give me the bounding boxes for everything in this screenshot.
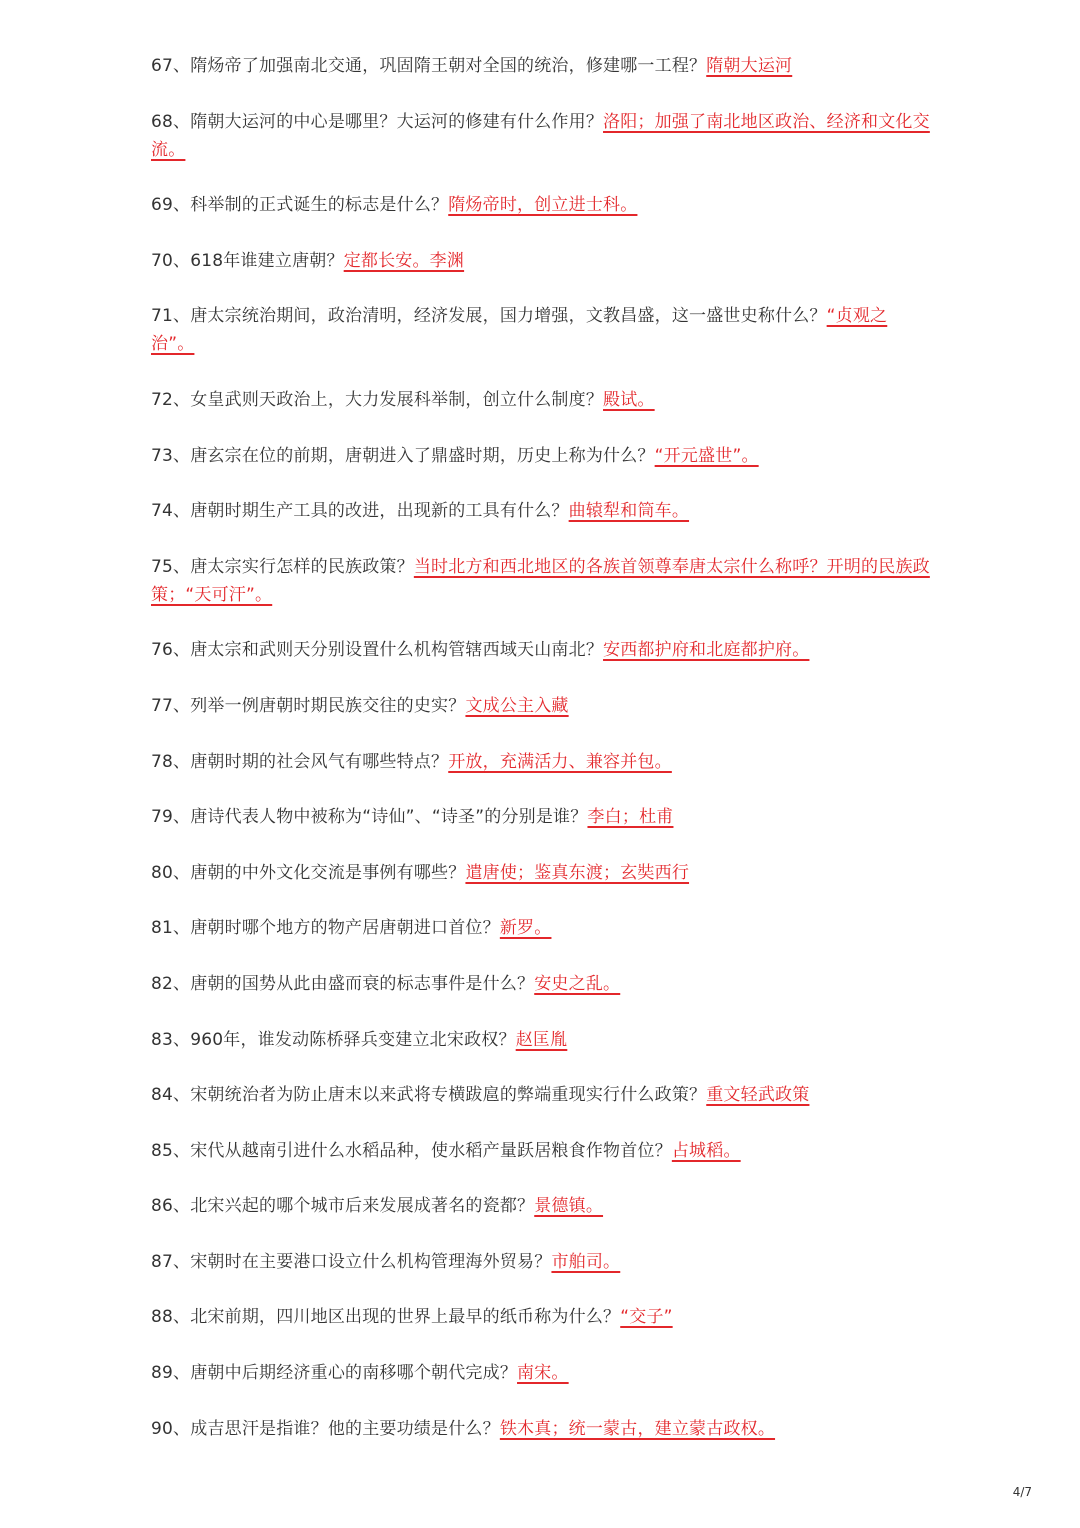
answer-text: 开放，充满活力、兼容并包。: [448, 751, 672, 772]
question-text: 67、隋炀帝了加强南北交通，巩固隋王朝对全国的统治，修建哪一工程？: [151, 56, 707, 76]
qa-item: [151, 302, 941, 358]
answer-text: 占城稻。: [671, 1140, 741, 1161]
qa-item: [151, 859, 941, 887]
qa-item: [151, 1303, 941, 1331]
qa-item: [151, 692, 941, 720]
question-text: 89、唐朝中后期经济重心的南移哪个朝代完成？: [151, 1363, 518, 1384]
question-text: 82、唐朝的国势从此由盛而衰的标志事件是什么？: [151, 973, 535, 994]
answer-text: 隋朝大运河: [706, 56, 793, 76]
qa-item: [151, 1026, 941, 1054]
answer-text: 李白；杜甫: [587, 807, 674, 828]
question-text: 69、科举制的正式诞生的标志是什么？: [151, 195, 449, 216]
question-text: 75、唐太宗实行怎样的民族政策？: [151, 556, 414, 577]
qa-list: [151, 52, 941, 1470]
question-text: 71、唐太宗统治期间，政治清明，经济发展，国力增强，文教昌盛，这一盛世史称什么？: [151, 306, 827, 327]
qa-item: [151, 636, 941, 664]
answer-text: “开元盛世”。: [654, 445, 759, 466]
question-text: 78、唐朝时期的社会风气有哪些特点？: [151, 751, 449, 772]
question-text: 87、宋朝时在主要港口设立什么机构管理海外贸易？: [151, 1251, 552, 1272]
answer-text: 安西都护府和北庭都护府。: [603, 640, 810, 661]
answer-text: 景德镇。: [534, 1196, 604, 1217]
answer-text: 洛阳；加强了南北地区政治、经济和文化交流。: [151, 111, 930, 160]
question-text: 79、唐诗代表人物中被称为“诗仙”、“诗圣”的分别是谁？: [151, 807, 588, 828]
qa-item: [151, 1359, 941, 1387]
answer-text: 新罗。: [499, 918, 552, 939]
question-text: 74、唐朝时期生产工具的改进，出现新的工具有什么？: [151, 501, 569, 522]
qa-item: [151, 1137, 941, 1165]
question-text: 80、唐朝的中外文化交流是事例有哪些？: [151, 862, 466, 883]
question-text: 88、北宋前期，四川地区出现的世界上最早的纸币称为什么？: [151, 1307, 621, 1328]
question-text: 85、宋代从越南引进什么水稻品种，使水稻产量跃居粮食作物首位？: [151, 1140, 672, 1161]
answer-text: 安史之乱。: [534, 973, 621, 994]
answer-text: 曲辕犁和筒车。: [568, 501, 690, 522]
answer-text: 隋炀帝时，创立进士科。: [448, 195, 638, 216]
qa-item: [151, 1081, 941, 1109]
qa-item: [151, 497, 941, 525]
qa-item: [151, 247, 941, 275]
question-text: 72、女皇武则天政治上，大力发展科举制，创立什么制度？: [151, 389, 604, 410]
answer-text: 重文轻武政策: [706, 1085, 810, 1106]
qa-item: [151, 386, 941, 414]
answer-text: 铁木真；统一蒙古，建立蒙古政权。: [499, 1418, 776, 1439]
answer-text: 定都长安。李渊: [343, 250, 465, 271]
question-text: 70、618年谁建立唐朝？: [151, 250, 344, 271]
answer-text: “贞观之治”。: [151, 306, 888, 355]
answer-text: 当时北方和西北地区的各族首领尊奉唐太宗什么称呼？开明的民族政策；“天可汗”。: [151, 556, 930, 605]
qa-item: [151, 442, 941, 470]
qa-item: [151, 748, 941, 776]
answer-text: 市舶司。: [551, 1251, 621, 1272]
question-text: 77、列举一例唐朝时期民族交往的史实？: [151, 695, 466, 716]
question-text: 68、隋朝大运河的中心是哪里？大运河的修建有什么作用？: [151, 111, 604, 132]
question-text: 83、960年，谁发动陈桥驿兵变建立北宋政权？: [151, 1029, 516, 1050]
answer-text: 文成公主入藏: [465, 695, 569, 716]
qa-item: [151, 803, 941, 831]
page-number: 4/7: [1012, 1485, 1032, 1499]
qa-item: [151, 191, 941, 219]
qa-item: [151, 108, 941, 164]
answer-text: “交子”: [620, 1307, 673, 1328]
question-text: 84、宋朝统治者为防止唐末以来武将专横跋扈的弊端重现实行什么政策？: [151, 1085, 707, 1106]
answer-text: 南宋。: [517, 1363, 569, 1384]
question-text: 73、唐玄宗在位的前期，唐朝进入了鼎盛时期，历史上称为什么？: [151, 445, 655, 466]
question-text: 76、唐太宗和武则天分别设置什么机构管辖西域天山南北？: [151, 640, 604, 661]
qa-item: [151, 1248, 941, 1276]
qa-item: [151, 553, 941, 609]
answer-text: 赵匡胤: [515, 1029, 568, 1050]
qa-item: [151, 914, 941, 942]
qa-item: [151, 1415, 941, 1443]
question-text: 86、北宋兴起的哪个城市后来发展成著名的瓷都？: [151, 1196, 535, 1217]
answer-text: 殿试。: [603, 389, 655, 410]
answer-text: 遣唐使；鉴真东渡；玄奘西行: [465, 862, 690, 883]
question-text: 81、唐朝时哪个地方的物产居唐朝进口首位？: [151, 918, 500, 939]
qa-item: [151, 1192, 941, 1220]
qa-item: [151, 52, 941, 80]
qa-item: [151, 970, 941, 998]
question-text: 90、成吉思汗是指谁？他的主要功绩是什么？: [151, 1418, 500, 1439]
